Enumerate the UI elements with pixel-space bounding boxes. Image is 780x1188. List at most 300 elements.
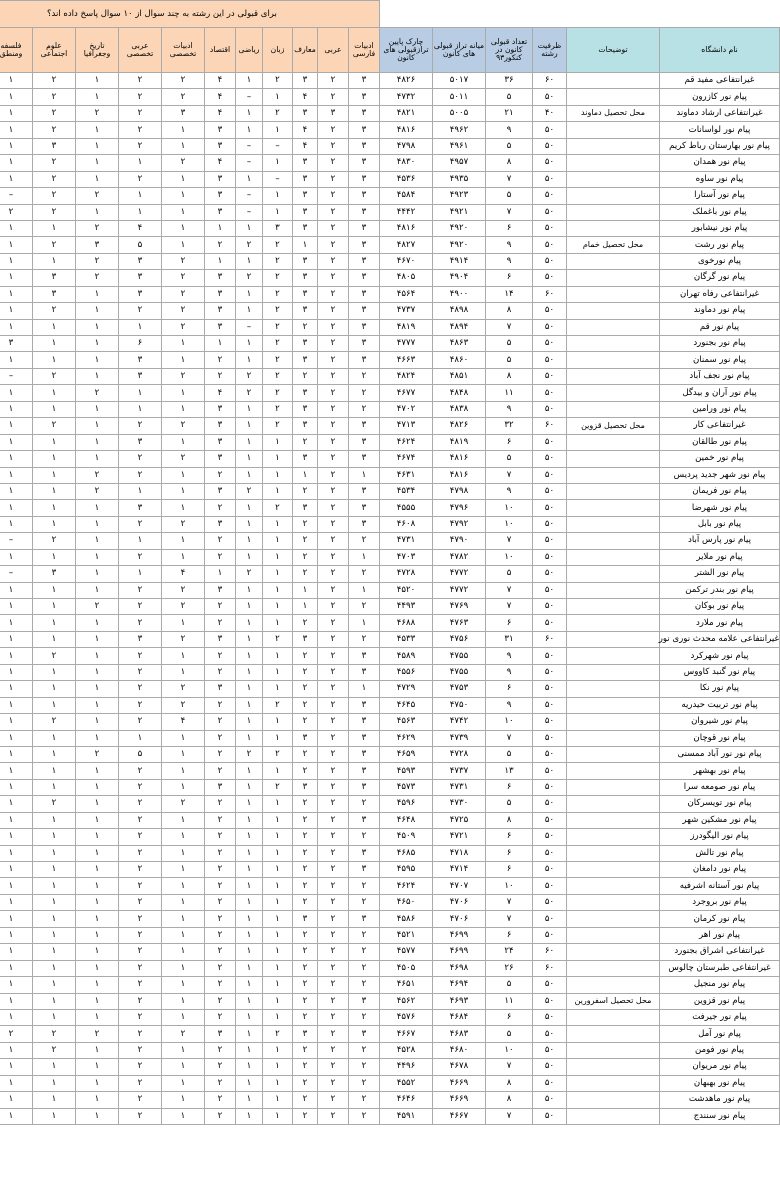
- cell-subject-foreign-language: ۲: [262, 631, 292, 647]
- cell-description: [567, 434, 660, 450]
- cell-subject-philosophy-logic: ۱: [0, 155, 32, 171]
- cell-university: پیام نور طالقان: [660, 434, 780, 450]
- cell-subject-persian-literature: ۱: [348, 615, 379, 631]
- cell-subject-economics: ۲: [204, 533, 235, 549]
- cell-subject-philosophy-logic: ۱: [0, 237, 32, 253]
- cell-subject-religion: ۲: [292, 977, 317, 993]
- cell-university: پیام نور نور آباد ممسنی: [660, 746, 780, 762]
- cell-subject-history-geography: ۳: [75, 237, 118, 253]
- cell-subject-history-geography: ۱: [75, 944, 118, 960]
- cell-subject-history-geography: ۱: [75, 845, 118, 861]
- cell-median-score: ۵۰۱۱: [433, 89, 486, 105]
- cell-subject-foreign-language: ۲: [262, 746, 292, 762]
- cell-subject-specialized-arabic: ۳: [118, 368, 161, 384]
- cell-median-score: ۴۹۲۰: [433, 237, 486, 253]
- cell-subject-philosophy-logic: –: [0, 566, 32, 582]
- cell-subject-social-sciences: ۲: [32, 188, 75, 204]
- cell-university: پیام نور آستارا: [660, 188, 780, 204]
- cell-lower-quartile-score: ۴۵۰۹: [379, 829, 432, 845]
- cell-subject-philosophy-logic: ۲: [0, 1026, 32, 1042]
- cell-subject-religion: ۳: [292, 631, 317, 647]
- cell-capacity: ۵۰: [533, 336, 567, 352]
- cell-subject-philosophy-logic: ۱: [0, 1092, 32, 1108]
- cell-subject-specialized-arabic: ۲: [118, 73, 161, 89]
- cell-capacity: ۵۰: [533, 845, 567, 861]
- cell-university: غیرانتفاعی کار: [660, 418, 780, 434]
- cell-subject-persian-literature: ۳: [348, 220, 379, 236]
- cell-subject-arabic: ۲: [317, 730, 348, 746]
- cell-subject-social-sciences: ۱: [32, 1108, 75, 1124]
- cell-subject-specialized-arabic: ۱: [118, 204, 161, 220]
- cell-subject-mathematics: ۱: [235, 352, 262, 368]
- cell-lower-quartile-score: ۴۷۱۳: [379, 418, 432, 434]
- cell-subject-foreign-language: ۱: [262, 878, 292, 894]
- cell-subject-mathematics: ۱: [235, 829, 262, 845]
- cell-subject-arabic: ۲: [317, 220, 348, 236]
- cell-admitted-count: ۹: [486, 401, 533, 417]
- cell-subject-religion: ۲: [292, 878, 317, 894]
- cell-subject-persian-literature: ۳: [348, 73, 379, 89]
- cell-subject-persian-literature: ۳: [348, 648, 379, 664]
- cell-subject-specialized-arabic: ۳: [118, 434, 161, 450]
- cell-median-score: ۴۶۷۸: [433, 1059, 486, 1075]
- cell-lower-quartile-score: ۴۶۳۱: [379, 467, 432, 483]
- cell-subject-philosophy-logic: ۱: [0, 615, 32, 631]
- cell-subject-arabic: ۲: [317, 911, 348, 927]
- cell-subject-specialized-literature: ۱: [161, 237, 204, 253]
- cell-subject-specialized-literature: ۲: [161, 582, 204, 598]
- cell-subject-foreign-language: ۳: [262, 220, 292, 236]
- cell-admitted-count: ۵: [486, 977, 533, 993]
- cell-subject-foreign-language: ۱: [262, 204, 292, 220]
- cell-median-score: ۴۶۹۴: [433, 977, 486, 993]
- cell-subject-specialized-arabic: ۱: [118, 483, 161, 499]
- cell-description: [567, 122, 660, 138]
- cell-subject-persian-literature: ۲: [348, 829, 379, 845]
- col-header-history-geography[interactable]: تاریخ وجغرافیا: [75, 28, 118, 73]
- cell-subject-social-sciences: ۱: [32, 730, 75, 746]
- cell-subject-arabic: ۲: [317, 1059, 348, 1075]
- cell-university: پیام نور نکا: [660, 681, 780, 697]
- cell-capacity: ۵۰: [533, 237, 567, 253]
- cell-subject-persian-literature: ۳: [348, 812, 379, 828]
- cell-median-score: ۴۶۸۴: [433, 1009, 486, 1025]
- cell-subject-social-sciences: ۱: [32, 500, 75, 516]
- cell-subject-history-geography: ۲: [75, 270, 118, 286]
- cell-lower-quartile-score: ۴۶۵۰: [379, 894, 432, 910]
- cell-lower-quartile-score: ۴۵۵۶: [379, 664, 432, 680]
- cell-subject-specialized-arabic: ۲: [118, 599, 161, 615]
- col-header-specialized-arabic[interactable]: عربی تخصصی: [118, 28, 161, 73]
- cell-subject-religion: ۳: [292, 730, 317, 746]
- cell-subject-economics: ۲: [204, 648, 235, 664]
- cell-subject-specialized-literature: ۲: [161, 516, 204, 532]
- cell-subject-persian-literature: ۳: [348, 697, 379, 713]
- cell-subject-religion: ۲: [292, 648, 317, 664]
- cell-capacity: ۵۰: [533, 615, 567, 631]
- col-header-social-sciences[interactable]: علوم اجتماعی: [32, 28, 75, 73]
- cell-subject-history-geography: ۱: [75, 927, 118, 943]
- col-header-religion[interactable]: معارف: [292, 28, 317, 73]
- cell-university: پیام نور لواسانات: [660, 122, 780, 138]
- cell-subject-mathematics: ۱: [235, 862, 262, 878]
- cell-subject-specialized-literature: ۲: [161, 286, 204, 302]
- cell-subject-mathematics: ۱: [235, 171, 262, 187]
- cell-capacity: ۵۰: [533, 599, 567, 615]
- cell-subject-social-sciences: ۱: [32, 1092, 75, 1108]
- cell-subject-history-geography: ۲: [75, 467, 118, 483]
- cell-subject-religion: ۲: [292, 1059, 317, 1075]
- col-header-admitted-count[interactable]: تعداد قبولی کانون در کنکور۹۳: [486, 28, 533, 73]
- cell-description: [567, 368, 660, 384]
- cell-subject-foreign-language: ۱: [262, 648, 292, 664]
- cell-admitted-count: ۷: [486, 894, 533, 910]
- cell-subject-social-sciences: ۱: [32, 582, 75, 598]
- cell-subject-foreign-language: ۱: [262, 533, 292, 549]
- cell-subject-specialized-literature: ۴: [161, 714, 204, 730]
- cell-university: پیام نور آستانه اشرفیه: [660, 878, 780, 894]
- cell-subject-history-geography: ۱: [75, 434, 118, 450]
- cell-subject-mathematics: ۱: [235, 1108, 262, 1124]
- cell-subject-arabic: ۳: [317, 105, 348, 121]
- cell-capacity: ۵۰: [533, 862, 567, 878]
- cell-subject-philosophy-logic: ۱: [0, 845, 32, 861]
- cell-subject-philosophy-logic: ۱: [0, 467, 32, 483]
- cell-subject-history-geography: ۱: [75, 451, 118, 467]
- cell-subject-specialized-literature: ۲: [161, 796, 204, 812]
- cell-subject-philosophy-logic: ۱: [0, 418, 32, 434]
- cell-subject-persian-literature: ۱: [348, 681, 379, 697]
- cell-description: [567, 746, 660, 762]
- cell-description: [567, 664, 660, 680]
- cell-subject-economics: ۳: [204, 418, 235, 434]
- cell-subject-foreign-language: ۱: [262, 960, 292, 976]
- cell-subject-foreign-language: ۱: [262, 451, 292, 467]
- cell-lower-quartile-score: ۴۶۷۴: [379, 451, 432, 467]
- cell-subject-history-geography: ۱: [75, 155, 118, 171]
- table-row: [0, 944, 780, 960]
- cell-subject-philosophy-logic: ۱: [0, 220, 32, 236]
- cell-subject-persian-literature: ۲: [348, 1009, 379, 1025]
- cell-subject-foreign-language: ۱: [262, 467, 292, 483]
- cell-subject-philosophy-logic: ۱: [0, 303, 32, 319]
- cell-subject-philosophy-logic: ۱: [0, 648, 32, 664]
- cell-subject-arabic: ۲: [317, 1009, 348, 1025]
- table-body: [0, 73, 780, 1125]
- cell-median-score: ۴۷۸۲: [433, 549, 486, 565]
- table-row: [0, 1042, 780, 1058]
- cell-subject-foreign-language: ۱: [262, 1042, 292, 1058]
- cell-subject-history-geography: ۱: [75, 566, 118, 582]
- cell-subject-arabic: ۲: [317, 270, 348, 286]
- cell-subject-foreign-language: ۲: [262, 73, 292, 89]
- cell-subject-philosophy-logic: ۱: [0, 796, 32, 812]
- cell-subject-philosophy-logic: ۱: [0, 500, 32, 516]
- table-row: [0, 812, 780, 828]
- cell-subject-specialized-literature: ۱: [161, 352, 204, 368]
- col-header-description[interactable]: توضیحات: [567, 28, 660, 73]
- table-row: [0, 1092, 780, 1108]
- cell-subject-religion: ۱: [292, 237, 317, 253]
- cell-subject-history-geography: ۱: [75, 549, 118, 565]
- cell-subject-foreign-language: ۱: [262, 188, 292, 204]
- cell-subject-religion: ۲: [292, 993, 317, 1009]
- cell-subject-mathematics: –: [235, 319, 262, 335]
- cell-subject-social-sciences: ۲: [32, 714, 75, 730]
- table-row: [0, 599, 780, 615]
- cell-lower-quartile-score: ۴۸۲۱: [379, 105, 432, 121]
- cell-university: پیام نور آمل: [660, 1026, 780, 1042]
- cell-subject-specialized-arabic: ۲: [118, 615, 161, 631]
- col-header-persian-literature[interactable]: ادبیات فارسی: [348, 28, 379, 73]
- cell-subject-religion: ۱: [292, 599, 317, 615]
- cell-subject-specialized-literature: ۱: [161, 122, 204, 138]
- cell-subject-social-sciences: ۱: [32, 253, 75, 269]
- cell-median-score: ۴۷۵۰: [433, 697, 486, 713]
- cell-subject-specialized-literature: ۱: [161, 138, 204, 154]
- cell-admitted-count: ۳۶: [486, 73, 533, 89]
- table-row: [0, 237, 780, 253]
- cell-capacity: ۵۰: [533, 451, 567, 467]
- cell-subject-mathematics: ۱: [235, 1009, 262, 1025]
- cell-capacity: ۶۰: [533, 286, 567, 302]
- cell-admitted-count: ۷: [486, 911, 533, 927]
- cell-subject-specialized-literature: ۱: [161, 894, 204, 910]
- cell-subject-mathematics: ۱: [235, 303, 262, 319]
- col-header-arabic[interactable]: عربی: [317, 28, 348, 73]
- table-row: [0, 467, 780, 483]
- cell-description: [567, 1108, 660, 1124]
- cell-subject-persian-literature: ۳: [348, 664, 379, 680]
- cell-lower-quartile-score: ۴۵۶۳: [379, 714, 432, 730]
- cell-capacity: ۵۰: [533, 1026, 567, 1042]
- table-row: [0, 385, 780, 401]
- cell-university: پیام نور خمین: [660, 451, 780, 467]
- cell-subject-religion: ۳: [292, 779, 317, 795]
- cell-lower-quartile-score: ۴۶۵۹: [379, 746, 432, 762]
- cell-capacity: ۵۰: [533, 582, 567, 598]
- cell-subject-history-geography: ۲: [75, 483, 118, 499]
- cell-subject-religion: ۲: [292, 368, 317, 384]
- cell-subject-philosophy-logic: ۱: [0, 746, 32, 762]
- cell-subject-arabic: ۲: [317, 138, 348, 154]
- cell-subject-specialized-literature: ۲: [161, 89, 204, 105]
- cell-admitted-count: ۸: [486, 1075, 533, 1091]
- cell-subject-specialized-literature: ۱: [161, 812, 204, 828]
- cell-subject-foreign-language: ۱: [262, 599, 292, 615]
- cell-university: پیام نور بهشهر: [660, 763, 780, 779]
- cell-subject-religion: ۲: [292, 697, 317, 713]
- cell-lower-quartile-score: ۴۸۱۹: [379, 319, 432, 335]
- cell-subject-history-geography: ۱: [75, 796, 118, 812]
- cell-subject-arabic: ۲: [317, 434, 348, 450]
- cell-subject-specialized-literature: ۱: [161, 188, 204, 204]
- cell-description: [567, 516, 660, 532]
- cell-subject-history-geography: ۱: [75, 763, 118, 779]
- cell-median-score: ۴۸۹۸: [433, 303, 486, 319]
- cell-subject-persian-literature: ۳: [348, 1026, 379, 1042]
- cell-lower-quartile-score: ۴۵۵۵: [379, 500, 432, 516]
- cell-subject-specialized-literature: ۱: [161, 434, 204, 450]
- cell-subject-history-geography: ۲: [75, 385, 118, 401]
- table-row: [0, 631, 780, 647]
- cell-subject-mathematics: –: [235, 138, 262, 154]
- cell-subject-economics: ۳: [204, 451, 235, 467]
- cell-subject-history-geography: ۱: [75, 697, 118, 713]
- cell-subject-specialized-arabic: ۵: [118, 237, 161, 253]
- cell-admitted-count: ۶: [486, 434, 533, 450]
- cell-subject-mathematics: ۱: [235, 253, 262, 269]
- cell-subject-religion: ۳: [292, 418, 317, 434]
- cell-description: [567, 1059, 660, 1075]
- cell-description: [567, 1092, 660, 1108]
- cell-subject-philosophy-logic: ۱: [0, 451, 32, 467]
- cell-subject-philosophy-logic: ۱: [0, 582, 32, 598]
- cell-capacity: ۵۰: [533, 483, 567, 499]
- cell-capacity: ۵۰: [533, 220, 567, 236]
- cell-subject-philosophy-logic: ۱: [0, 89, 32, 105]
- cell-university: پیام نور تویسرکان: [660, 796, 780, 812]
- cell-subject-history-geography: ۲: [75, 746, 118, 762]
- cell-subject-arabic: ۲: [317, 1092, 348, 1108]
- cell-subject-specialized-arabic: ۲: [118, 1042, 161, 1058]
- cell-subject-persian-literature: ۲: [348, 878, 379, 894]
- cell-subject-persian-literature: ۲: [348, 944, 379, 960]
- cell-subject-social-sciences: ۱: [32, 615, 75, 631]
- cell-subject-arabic: ۲: [317, 188, 348, 204]
- cell-university: پیام نور کرمان: [660, 911, 780, 927]
- cell-description: [567, 155, 660, 171]
- cell-subject-mathematics: ۱: [235, 911, 262, 927]
- cell-subject-specialized-literature: ۲: [161, 418, 204, 434]
- cell-subject-religion: ۲: [292, 829, 317, 845]
- table-row: [0, 89, 780, 105]
- cell-subject-religion: ۳: [292, 105, 317, 121]
- cell-subject-economics: ۳: [204, 631, 235, 647]
- cell-subject-philosophy-logic: ۱: [0, 483, 32, 499]
- cell-subject-social-sciences: ۲: [32, 122, 75, 138]
- cell-median-score: ۴۷۲۸: [433, 746, 486, 762]
- cell-subject-philosophy-logic: ۱: [0, 1009, 32, 1025]
- cell-subject-specialized-arabic: ۲: [118, 1009, 161, 1025]
- col-header-median-score[interactable]: میانه تراز قبولی های کانون: [433, 28, 486, 73]
- col-header-mathematics[interactable]: ریاضی: [235, 28, 262, 73]
- cell-subject-mathematics: ۱: [235, 533, 262, 549]
- cell-subject-mathematics: ۱: [235, 1092, 262, 1108]
- cell-capacity: ۵۰: [533, 188, 567, 204]
- cell-subject-arabic: ۲: [317, 845, 348, 861]
- cell-subject-arabic: ۲: [317, 977, 348, 993]
- cell-subject-persian-literature: ۳: [348, 155, 379, 171]
- cell-lower-quartile-score: ۴۶۵۱: [379, 977, 432, 993]
- cell-capacity: ۵۰: [533, 352, 567, 368]
- cell-subject-foreign-language: ۲: [262, 401, 292, 417]
- cell-subject-arabic: ۲: [317, 418, 348, 434]
- cell-subject-social-sciences: ۱: [32, 829, 75, 845]
- cell-subject-mathematics: ۱: [235, 516, 262, 532]
- cell-capacity: ۵۰: [533, 122, 567, 138]
- cell-subject-mathematics: ۱: [235, 845, 262, 861]
- table-row: [0, 483, 780, 499]
- cell-median-score: ۴۹۲۱: [433, 204, 486, 220]
- cell-subject-philosophy-logic: ۱: [0, 911, 32, 927]
- table-row: [0, 253, 780, 269]
- cell-subject-arabic: ۲: [317, 303, 348, 319]
- cell-subject-economics: ۲: [204, 368, 235, 384]
- cell-subject-specialized-arabic: ۲: [118, 681, 161, 697]
- cell-subject-mathematics: ۱: [235, 960, 262, 976]
- cell-admitted-count: ۶: [486, 829, 533, 845]
- cell-subject-specialized-arabic: ۲: [118, 796, 161, 812]
- cell-subject-economics: ۱: [204, 220, 235, 236]
- table-row: [0, 451, 780, 467]
- cell-subject-religion: ۳: [292, 270, 317, 286]
- cell-lower-quartile-score: ۴۸۳۰: [379, 155, 432, 171]
- cell-description: [567, 385, 660, 401]
- table-row: [0, 122, 780, 138]
- cell-subject-social-sciences: ۱: [32, 993, 75, 1009]
- col-header-economics[interactable]: اقتصاد: [204, 28, 235, 73]
- cell-median-score: ۴۷۹۶: [433, 500, 486, 516]
- cell-subject-history-geography: ۱: [75, 89, 118, 105]
- cell-description: [567, 812, 660, 828]
- table-row: [0, 286, 780, 302]
- cell-subject-persian-literature: ۲: [348, 533, 379, 549]
- cell-subject-economics: ۴: [204, 89, 235, 105]
- cell-admitted-count: ۵: [486, 352, 533, 368]
- cell-description: [567, 451, 660, 467]
- col-header-foreign-language[interactable]: زبان: [262, 28, 292, 73]
- cell-subject-religion: ۴: [292, 138, 317, 154]
- cell-lower-quartile-score: ۴۴۹۶: [379, 1059, 432, 1075]
- table-row: [0, 862, 780, 878]
- cell-subject-philosophy-logic: ۱: [0, 401, 32, 417]
- cell-subject-persian-literature: ۲: [348, 1042, 379, 1058]
- cell-capacity: ۵۰: [533, 401, 567, 417]
- cell-subject-specialized-literature: ۱: [161, 829, 204, 845]
- cell-subject-specialized-arabic: ۲: [118, 516, 161, 532]
- col-header-university[interactable]: نام دانشگاه: [660, 28, 780, 73]
- cell-subject-persian-literature: ۳: [348, 171, 379, 187]
- cell-subject-social-sciences: ۱: [32, 1009, 75, 1025]
- cell-subject-social-sciences: ۱: [32, 631, 75, 647]
- col-header-lower-quartile-score[interactable]: چارک پایین ترازقبولی های کانون: [379, 28, 432, 73]
- cell-university: پیام نور مشکین شهر: [660, 812, 780, 828]
- cell-subject-specialized-literature: ۱: [161, 648, 204, 664]
- cell-subject-economics: ۳: [204, 779, 235, 795]
- cell-description: [567, 319, 660, 335]
- cell-subject-specialized-literature: ۲: [161, 631, 204, 647]
- cell-subject-history-geography: ۱: [75, 401, 118, 417]
- cell-subject-specialized-literature: ۱: [161, 1059, 204, 1075]
- cell-subject-specialized-arabic: ۲: [118, 878, 161, 894]
- cell-subject-specialized-arabic: ۲: [118, 549, 161, 565]
- table-row: [0, 401, 780, 417]
- col-header-capacity[interactable]: ظرفیت رشته: [533, 28, 567, 73]
- cell-lower-quartile-score: ۴۵۶۲: [379, 993, 432, 1009]
- cell-subject-religion: ۴: [292, 89, 317, 105]
- cell-lower-quartile-score: ۴۵۹۵: [379, 862, 432, 878]
- cell-admitted-count: ۷: [486, 204, 533, 220]
- col-header-specialized-literature[interactable]: ادبیات تخصصی: [161, 28, 204, 73]
- cell-description: [567, 303, 660, 319]
- cell-subject-religion: ۲: [292, 960, 317, 976]
- cell-lower-quartile-score: ۴۶۰۸: [379, 516, 432, 532]
- col-header-philosophy-logic[interactable]: فلسفه ومنطق: [0, 28, 32, 73]
- cell-university: پیام نور صومعه سرا: [660, 779, 780, 795]
- cell-subject-persian-literature: ۳: [348, 303, 379, 319]
- cell-subject-social-sciences: ۱: [32, 960, 75, 976]
